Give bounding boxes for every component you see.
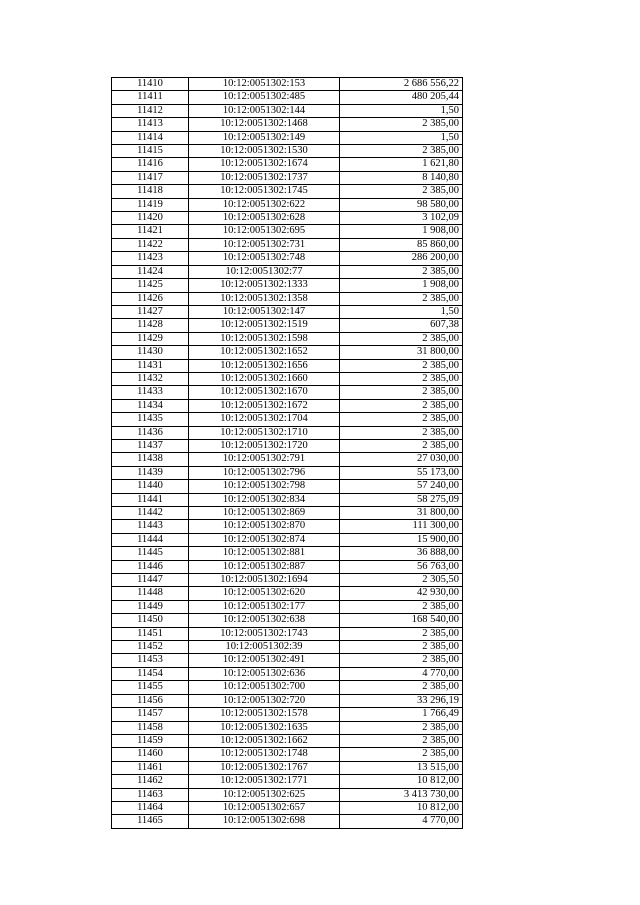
table-row	[112, 721, 463, 734]
row-number-cell: 11440	[112, 480, 189, 493]
cadastral-number-cell: 10:12:0051302:622	[189, 198, 340, 211]
row-number-cell: 11412	[112, 104, 189, 117]
value-cell: 2 385,00	[340, 118, 463, 131]
table-row	[112, 641, 463, 654]
row-number-cell: 11446	[112, 560, 189, 573]
cadastral-number-cell: 10:12:0051302:881	[189, 547, 340, 560]
row-number-cell: 11465	[112, 815, 189, 828]
value-cell: 57 240,00	[340, 480, 463, 493]
table-row	[112, 332, 463, 345]
table-row	[112, 547, 463, 560]
table-row	[112, 654, 463, 667]
cadastral-number-cell: 10:12:0051302:1720	[189, 439, 340, 452]
table-row	[112, 520, 463, 533]
cadastral-number-cell: 10:12:0051302:869	[189, 507, 340, 520]
row-number-cell: 11429	[112, 332, 189, 345]
row-number-cell: 11447	[112, 574, 189, 587]
row-number-cell: 11418	[112, 185, 189, 198]
row-number-cell: 11459	[112, 734, 189, 747]
cadastral-number-cell: 10:12:0051302:731	[189, 238, 340, 251]
value-cell: 15 900,00	[340, 533, 463, 546]
table-row	[112, 574, 463, 587]
cadastral-number-cell: 10:12:0051302:695	[189, 225, 340, 238]
cadastral-number-cell: 10:12:0051302:636	[189, 667, 340, 680]
row-number-cell: 11437	[112, 439, 189, 452]
row-number-cell: 11421	[112, 225, 189, 238]
value-cell: 1,50	[340, 305, 463, 318]
row-number-cell: 11461	[112, 761, 189, 774]
table-row	[112, 265, 463, 278]
row-number-cell: 11450	[112, 614, 189, 627]
row-number-cell: 11434	[112, 399, 189, 412]
row-number-cell: 11448	[112, 587, 189, 600]
row-number-cell: 11452	[112, 641, 189, 654]
value-cell: 2 385,00	[340, 185, 463, 198]
table-row	[112, 533, 463, 546]
cadastral-number-cell: 10:12:0051302:720	[189, 694, 340, 707]
table-row	[112, 185, 463, 198]
table-row	[112, 761, 463, 774]
value-cell: 10 812,00	[340, 801, 463, 814]
value-cell: 2 385,00	[340, 332, 463, 345]
row-number-cell: 11430	[112, 346, 189, 359]
row-number-cell: 11432	[112, 372, 189, 385]
value-cell: 1 908,00	[340, 225, 463, 238]
cadastral-number-cell: 10:12:0051302:147	[189, 305, 340, 318]
cadastral-number-cell: 10:12:0051302:1662	[189, 734, 340, 747]
cadastral-number-cell: 10:12:0051302:1670	[189, 386, 340, 399]
cadastral-number-cell: 10:12:0051302:1578	[189, 708, 340, 721]
table-row	[112, 560, 463, 573]
value-cell: 607,38	[340, 319, 463, 332]
row-number-cell: 11413	[112, 118, 189, 131]
cadastral-number-cell: 10:12:0051302:1694	[189, 574, 340, 587]
cadastral-number-cell: 10:12:0051302:1656	[189, 359, 340, 372]
table-row	[112, 788, 463, 801]
table-row	[112, 480, 463, 493]
value-cell: 8 140,80	[340, 171, 463, 184]
row-number-cell: 11428	[112, 319, 189, 332]
table-row	[112, 225, 463, 238]
table-row	[112, 158, 463, 171]
table-row	[112, 198, 463, 211]
table-row	[112, 627, 463, 640]
value-cell: 31 800,00	[340, 346, 463, 359]
row-number-cell: 11463	[112, 788, 189, 801]
value-cell: 2 385,00	[340, 681, 463, 694]
table-row	[112, 305, 463, 318]
value-cell: 2 686 556,22	[340, 78, 463, 91]
cadastral-number-cell: 10:12:0051302:798	[189, 480, 340, 493]
table-row	[112, 587, 463, 600]
row-number-cell: 11458	[112, 721, 189, 734]
table-row	[112, 372, 463, 385]
cadastral-number-cell: 10:12:0051302:1660	[189, 372, 340, 385]
cadastral-number-cell: 10:12:0051302:1704	[189, 413, 340, 426]
value-cell: 3 102,09	[340, 212, 463, 225]
cadastral-number-cell: 10:12:0051302:748	[189, 252, 340, 265]
value-cell: 2 305,50	[340, 574, 463, 587]
row-number-cell: 11455	[112, 681, 189, 694]
table-row	[112, 614, 463, 627]
table-row	[112, 145, 463, 158]
cadastral-number-cell: 10:12:0051302:700	[189, 681, 340, 694]
row-number-cell: 11424	[112, 265, 189, 278]
row-number-cell: 11456	[112, 694, 189, 707]
row-number-cell: 11439	[112, 466, 189, 479]
cadastral-number-cell: 10:12:0051302:1635	[189, 721, 340, 734]
cadastral-number-cell: 10:12:0051302:1358	[189, 292, 340, 305]
table-row	[112, 748, 463, 761]
cadastral-number-cell: 10:12:0051302:638	[189, 614, 340, 627]
value-cell: 4 770,00	[340, 667, 463, 680]
table-row	[112, 386, 463, 399]
table-row	[112, 775, 463, 788]
table-row	[112, 600, 463, 613]
row-number-cell: 11414	[112, 131, 189, 144]
cadastral-number-cell: 10:12:0051302:1530	[189, 145, 340, 158]
row-number-cell: 11454	[112, 667, 189, 680]
value-cell: 2 385,00	[340, 145, 463, 158]
row-number-cell: 11438	[112, 453, 189, 466]
value-cell: 55 173,00	[340, 466, 463, 479]
table-row	[112, 708, 463, 721]
cadastral-number-cell: 10:12:0051302:1767	[189, 761, 340, 774]
value-cell: 10 812,00	[340, 775, 463, 788]
cadastral-number-cell: 10:12:0051302:1333	[189, 279, 340, 292]
cadastral-number-cell: 10:12:0051302:491	[189, 654, 340, 667]
cadastral-number-cell: 10:12:0051302:887	[189, 560, 340, 573]
table-body	[112, 78, 463, 829]
row-number-cell: 11457	[112, 708, 189, 721]
value-cell: 2 385,00	[340, 721, 463, 734]
value-cell: 480 205,44	[340, 91, 463, 104]
value-cell: 27 030,00	[340, 453, 463, 466]
cadastral-number-cell: 10:12:0051302:1519	[189, 319, 340, 332]
table-row	[112, 413, 463, 426]
cadastral-number-cell: 10:12:0051302:625	[189, 788, 340, 801]
value-cell: 98 580,00	[340, 198, 463, 211]
cadastral-number-cell: 10:12:0051302:1652	[189, 346, 340, 359]
row-number-cell: 11460	[112, 748, 189, 761]
row-number-cell: 11453	[112, 654, 189, 667]
value-cell: 56 763,00	[340, 560, 463, 573]
cadastral-number-cell: 10:12:0051302:1710	[189, 426, 340, 439]
table-row	[112, 453, 463, 466]
cadastral-number-cell: 10:12:0051302:874	[189, 533, 340, 546]
cadastral-number-cell: 10:12:0051302:698	[189, 815, 340, 828]
row-number-cell: 11427	[112, 305, 189, 318]
table-row	[112, 694, 463, 707]
row-number-cell: 11443	[112, 520, 189, 533]
cadastral-number-cell: 10:12:0051302:834	[189, 493, 340, 506]
value-cell: 1 621,80	[340, 158, 463, 171]
value-cell: 42 930,00	[340, 587, 463, 600]
table-row	[112, 667, 463, 680]
cadastral-number-cell: 10:12:0051302:1598	[189, 332, 340, 345]
row-number-cell: 11425	[112, 279, 189, 292]
table-row	[112, 238, 463, 251]
table-row	[112, 681, 463, 694]
row-number-cell: 11464	[112, 801, 189, 814]
value-cell: 2 385,00	[340, 265, 463, 278]
value-cell: 4 770,00	[340, 815, 463, 828]
table-row	[112, 815, 463, 828]
cadastral-number-cell: 10:12:0051302:791	[189, 453, 340, 466]
row-number-cell: 11449	[112, 600, 189, 613]
row-number-cell: 11419	[112, 198, 189, 211]
table-row	[112, 346, 463, 359]
table-row	[112, 734, 463, 747]
row-number-cell: 11423	[112, 252, 189, 265]
value-cell: 33 296,19	[340, 694, 463, 707]
table-row	[112, 507, 463, 520]
value-cell: 31 800,00	[340, 507, 463, 520]
value-cell: 2 385,00	[340, 426, 463, 439]
value-cell: 36 888,00	[340, 547, 463, 560]
cadastral-number-cell: 10:12:0051302:1743	[189, 627, 340, 640]
cadastral-number-cell: 10:12:0051302:485	[189, 91, 340, 104]
value-cell: 2 385,00	[340, 359, 463, 372]
table-row	[112, 91, 463, 104]
value-cell: 2 385,00	[340, 399, 463, 412]
row-number-cell: 11445	[112, 547, 189, 560]
value-cell: 58 275,09	[340, 493, 463, 506]
row-number-cell: 11451	[112, 627, 189, 640]
value-cell: 1,50	[340, 104, 463, 117]
table-row	[112, 399, 463, 412]
table-row	[112, 212, 463, 225]
table-row	[112, 319, 463, 332]
table-row	[112, 252, 463, 265]
value-cell: 13 515,00	[340, 761, 463, 774]
cadastral-number-cell: 10:12:0051302:796	[189, 466, 340, 479]
value-cell: 286 200,00	[340, 252, 463, 265]
row-number-cell: 11416	[112, 158, 189, 171]
value-cell: 2 385,00	[340, 439, 463, 452]
table-row	[112, 493, 463, 506]
cadastral-number-cell: 10:12:0051302:1468	[189, 118, 340, 131]
cadastral-number-cell: 10:12:0051302:1745	[189, 185, 340, 198]
value-cell: 1,50	[340, 131, 463, 144]
cadastral-number-cell: 10:12:0051302:149	[189, 131, 340, 144]
row-number-cell: 11441	[112, 493, 189, 506]
table-row	[112, 279, 463, 292]
cadastral-number-cell: 10:12:0051302:1674	[189, 158, 340, 171]
cadastral-number-cell: 10:12:0051302:1748	[189, 748, 340, 761]
cadastral-number-cell: 10:12:0051302:870	[189, 520, 340, 533]
table-row	[112, 118, 463, 131]
row-number-cell: 11442	[112, 507, 189, 520]
cadastral-number-cell: 10:12:0051302:620	[189, 587, 340, 600]
value-cell: 2 385,00	[340, 748, 463, 761]
table-row	[112, 292, 463, 305]
cadastral-number-cell: 10:12:0051302:1672	[189, 399, 340, 412]
value-cell: 3 413 730,00	[340, 788, 463, 801]
table-row	[112, 171, 463, 184]
value-cell: 2 385,00	[340, 386, 463, 399]
row-number-cell: 11420	[112, 212, 189, 225]
value-cell: 2 385,00	[340, 734, 463, 747]
value-cell: 85 860,00	[340, 238, 463, 251]
cadastral-value-table	[111, 77, 463, 829]
table-row	[112, 466, 463, 479]
value-cell: 2 385,00	[340, 372, 463, 385]
value-cell: 168 540,00	[340, 614, 463, 627]
cadastral-number-cell: 10:12:0051302:628	[189, 212, 340, 225]
cadastral-number-cell: 10:12:0051302:1771	[189, 775, 340, 788]
row-number-cell: 11422	[112, 238, 189, 251]
cadastral-number-cell: 10:12:0051302:39	[189, 641, 340, 654]
cadastral-number-cell: 10:12:0051302:1737	[189, 171, 340, 184]
value-cell: 2 385,00	[340, 654, 463, 667]
row-number-cell: 11436	[112, 426, 189, 439]
value-cell: 2 385,00	[340, 627, 463, 640]
table-row	[112, 359, 463, 372]
cadastral-number-cell: 10:12:0051302:177	[189, 600, 340, 613]
row-number-cell: 11435	[112, 413, 189, 426]
value-cell: 2 385,00	[340, 641, 463, 654]
table-row	[112, 426, 463, 439]
row-number-cell: 11417	[112, 171, 189, 184]
cadastral-number-cell: 10:12:0051302:77	[189, 265, 340, 278]
cadastral-number-cell: 10:12:0051302:657	[189, 801, 340, 814]
table-row	[112, 78, 463, 91]
value-cell: 2 385,00	[340, 600, 463, 613]
row-number-cell: 11431	[112, 359, 189, 372]
value-cell: 1 908,00	[340, 279, 463, 292]
cadastral-number-cell: 10:12:0051302:144	[189, 104, 340, 117]
row-number-cell: 11411	[112, 91, 189, 104]
row-number-cell: 11462	[112, 775, 189, 788]
table-row	[112, 104, 463, 117]
cadastral-number-cell: 10:12:0051302:153	[189, 78, 340, 91]
value-cell: 111 300,00	[340, 520, 463, 533]
row-number-cell: 11444	[112, 533, 189, 546]
row-number-cell: 11410	[112, 78, 189, 91]
table-row	[112, 131, 463, 144]
row-number-cell: 11433	[112, 386, 189, 399]
value-cell: 2 385,00	[340, 413, 463, 426]
value-cell: 1 766,49	[340, 708, 463, 721]
value-cell: 2 385,00	[340, 292, 463, 305]
table-row	[112, 801, 463, 814]
row-number-cell: 11415	[112, 145, 189, 158]
row-number-cell: 11426	[112, 292, 189, 305]
table-row	[112, 439, 463, 452]
